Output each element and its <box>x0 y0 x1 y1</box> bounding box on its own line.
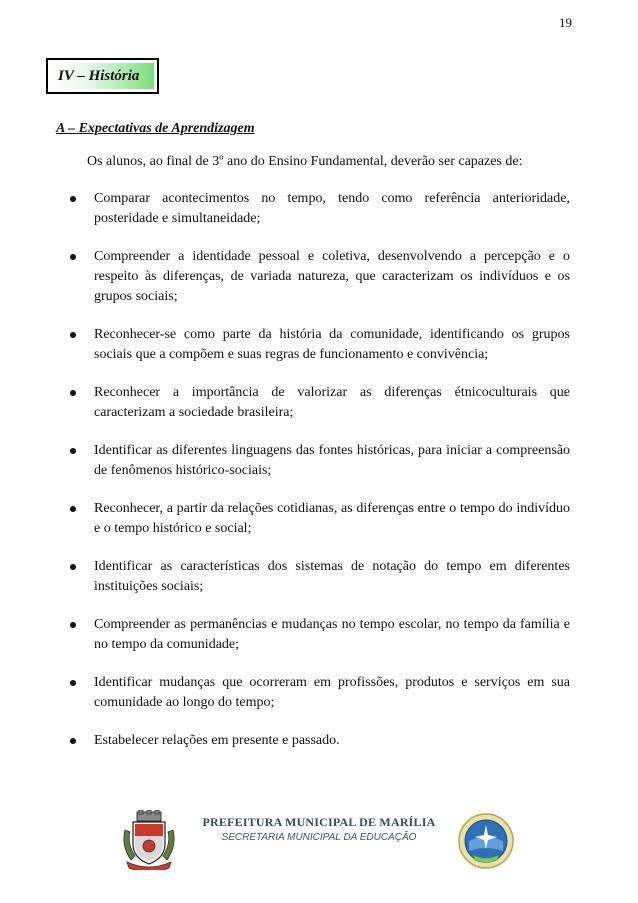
page-number: 19 <box>559 15 572 30</box>
bullet-icon <box>70 332 76 338</box>
list-item-text: Comparar acontecimentos no tempo, tendo como referência anterioridade, posteridade e simultaneidade; <box>94 191 570 226</box>
bullet-icon <box>70 390 76 396</box>
list-item-text: Estabelecer relações em presente e passado. <box>94 733 340 748</box>
list-item <box>60 441 570 481</box>
expectations-list <box>60 189 570 769</box>
bullet-icon <box>70 564 76 570</box>
bullet-icon <box>70 680 76 686</box>
footer-title: PREFEITURA MUNICIPAL DE MARÍLIA <box>202 815 436 829</box>
list-item-text: Identificar as diferentes linguagens das fontes históricas, para iniciar a compreensão de fenômenos histórico-sociais; <box>94 443 570 478</box>
list-item <box>60 615 570 655</box>
list-item <box>60 557 570 597</box>
bullet-icon <box>70 448 76 454</box>
footer <box>0 815 638 843</box>
bullet-icon <box>70 622 76 628</box>
list-item <box>60 325 570 365</box>
list-item <box>60 383 570 423</box>
bullet-icon <box>70 506 76 512</box>
list-item-text: Reconhecer, a partir da relações cotidianas, as diferenças entre o tempo do indivíduo e o tempo histórico e social; <box>94 501 570 536</box>
list-item-text: Compreender a identidade pessoal e coletiva, desenvolvendo a percepção e o respeito às diferenças, de variada natureza, que caracterizam os indivíduos e os grupos sociais; <box>94 249 570 304</box>
bullet-icon <box>70 254 76 260</box>
intro-paragraph: Os alunos, ao final de 3º ano do Ensino Fundamental, deverão ser capazes de: <box>87 154 523 169</box>
list-item-text: Reconhecer a importância de valorizar as diferenças étnicoculturais que caracterizam a sociedade brasileira; <box>94 385 570 420</box>
list-item-text: Identificar mudanças que ocorreram em profissões, produtos e serviços em sua comunidade ao longo do tempo; <box>94 675 570 710</box>
list-item <box>60 499 570 539</box>
list-item-text: Compreender as permanências e mudanças no tempo escolar, no tempo da família e no tempo da comunidade; <box>94 617 570 652</box>
section-heading-box <box>46 58 159 94</box>
subsection-heading: A – Expectativas de Aprendizagem <box>56 121 255 136</box>
section-heading: IV – História <box>51 63 154 89</box>
list-item <box>60 189 570 229</box>
list-item-text: Reconhecer-se como parte da história da comunidade, identificando os grupos sociais que a compõem e suas regras de funcionamento e convivência; <box>94 327 570 362</box>
list-item <box>60 247 570 307</box>
list-item <box>60 673 570 713</box>
footer-subtitle: SECRETARIA MUNICIPAL DA EDUCAÇÃO <box>221 832 417 843</box>
bullet-icon <box>70 738 76 744</box>
list-item-text: Identificar as características dos sistemas de notação do tempo em diferentes instituições sociais; <box>94 559 570 594</box>
bullet-icon <box>70 196 76 202</box>
education-seal-icon <box>457 811 515 871</box>
list-item <box>60 731 570 751</box>
